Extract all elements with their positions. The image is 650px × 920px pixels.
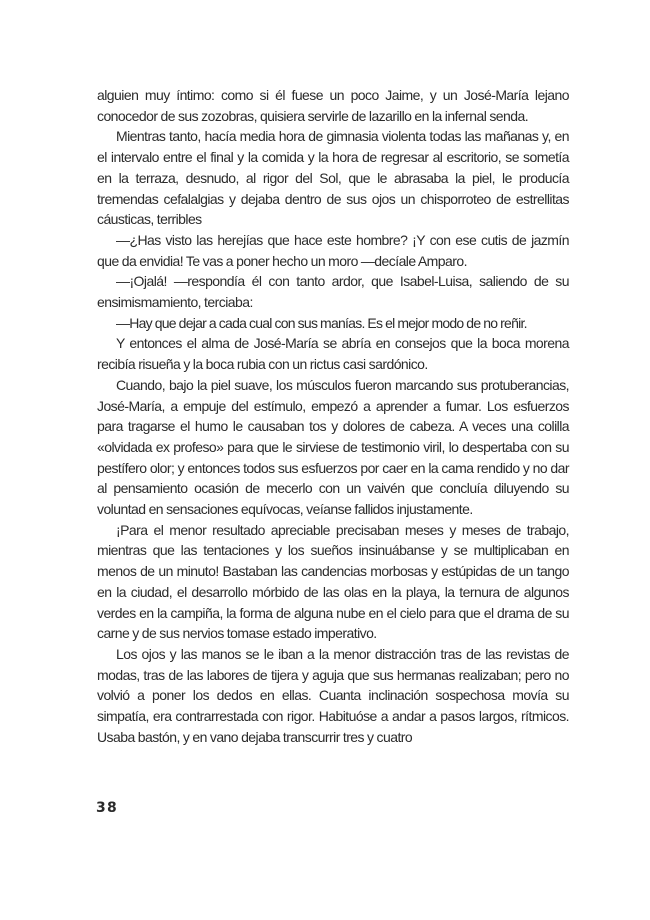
page-number: 38 [96,800,118,816]
paragraph: Y entonces el alma de José-María se abría en consejos que la boca morena recibía risueña y la boca rubia con un rictus casi sardónico. [97,335,569,373]
paragraph: Cuando, bajo la piel suave, los músculos fueron marcando sus protuberancias, José-María, a empuje del estímulo, empezó a aprender a fumar. Los esfuerzos para tragarse el humo le causaban tos y dolores de cabeza. A veces una colilla «olvidada ex profeso» para que le sirviese de testimonio viril, lo despertaba con su pestífero olor; y entonces todos sus esfuerzos por caer en la cama rendido y no dar al pensamiento ocasión de mecerlo con un vaivén que concluía diluyendo su voluntad en sensaciones equívocas, veíanse fallidos injustamente. [97,376,569,518]
paragraph: alguien muy íntimo: como si él fuese un poco Jaime, y un José-María lejano conocedor de sus zozobras, quisiera servirle de lazarillo en la infernal senda. [97,87,569,124]
paragraph: —¿Has visto las herejías que hace este hombre? ¡Y con ese cutis de jazmín que da envidia! Te vas a poner hecho un moro —decíale Amparo. [97,231,569,269]
paragraph: —Hay que dejar a cada cual con sus manías. Es el mejor modo de no reñir. [116,314,527,331]
paragraph: —¡Ojalá! —respondía él con tanto ardor, que Isabel-Luisa, saliendo de su ensimismamiento, terciaba: [97,273,569,311]
page-body [97,85,569,748]
paragraph: ¡Para el menor resultado apreciable precisaban meses y meses de trabajo, mientras que las tentaciones y los sueños insinuábanse y se multiplicaban en menos de un minuto! Bastaban las candencias morbosas y estúpidas de un tango en la ciudad, el desarrollo mórbido de las olas en la playa, la ternura de algunos verdes en la campiña, la forma de alguna nube en el cielo para que el drama de su carne y de sus nervios tomase estado imperativo. [97,521,569,642]
paragraph: Mientras tanto, hacía media hora de gimnasia violenta todas las mañanas y, en el intervalo entre el final y la comida y la hora de regresar al escritorio, se sometía en la terraza, desnudo, al rigor del Sol, que le abrasaba la piel, le producía tremendas cefalalgias y dejaba dentro de sus ojos un chisporroteo de estrellitas cáusticas, terribles [97,128,569,228]
paragraph: Los ojos y las manos se le iban a la menor distracción tras de las revistas de modas, tras de las labores de tijera y aguja que sus hermanas realizaban; pero no volvió a poner los dedos en ellas. Cuanta inclinación sospechosa movía su simpatía, era contrarrestada con rigor. Habituóse a andar a pasos largos, rítmicos. Usaba bastón, y en vano dejaba transcurrir tres y cuatro [97,645,569,745]
